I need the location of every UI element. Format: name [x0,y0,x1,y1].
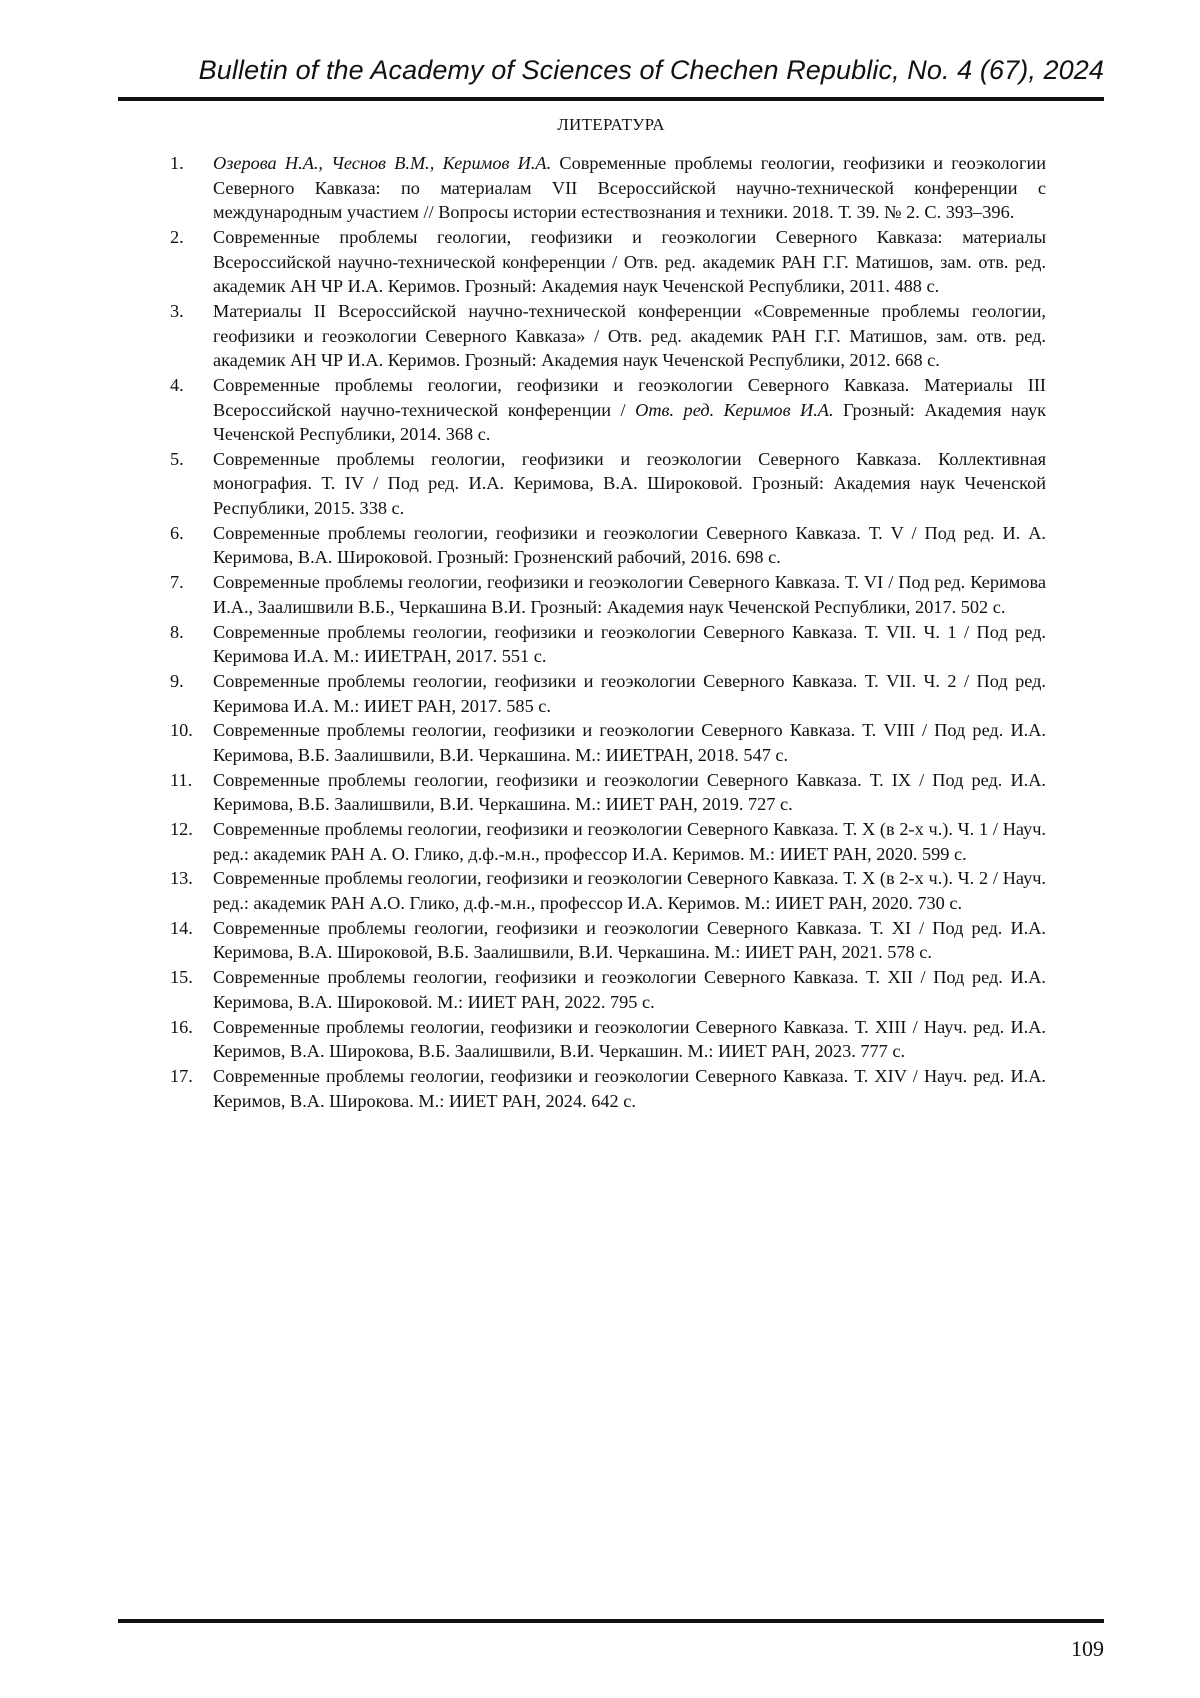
reference-item [170,373,1046,447]
reference-text: Современные проблемы геологии, геофизики и геоэкологии Северного Кавказа. Т. VII. Ч. 1 / Под ред. Керимова И.А. М.: ИИЕТРАН, 2017. 551 с. [213,621,1046,667]
reference-item [170,447,1046,521]
reference-text: Современные проблемы геологии, геофизики и геоэкологии Северного Кавказа. Т. V / Под ред. И. А. Керимова, В.А. Широковой. Грозный: Грозненский рабочий, 2016. 698 с. [213,522,1046,568]
reference-number: 9. [170,670,184,691]
reference-item [170,620,1046,669]
reference-text: Современные проблемы геологии, геофизики и геоэкологии Северного Кавказа. Т. X (в 2-х ч.). Ч. 1 / Науч. ред.: академик РАН А. О. Глико, д.ф.-м.н., профессор И.А. Керимов. М.: ИИЕТ РАН, 2020. 599 с. [213,819,1046,864]
reference-number: 12. [170,819,193,840]
reference-text: Современные проблемы геологии, геофизики и геоэкологии Северного Кавказа. Т. VIII / Под ред. И.А. Керимова, В.Б. Заалишвили, В.И. Черкашина. М.: ИИЕТРАН, 2018. 547 с. [213,720,1046,765]
reference-number: 6. [170,522,184,543]
reference-number: 7. [170,572,184,593]
reference-item [170,866,1046,915]
reference-item [170,669,1046,718]
footer-rule [118,1619,1104,1623]
reference-item [170,817,1046,866]
reference-text: Современные проблемы геологии, геофизики и геоэкологии Северного Кавказа. Т. XII / Под ред. И.А. Керимова, В.А. Широковой. М.: ИИЕТ РАН, 2022. 795 с. [213,967,1046,1012]
reference-item [170,1064,1046,1113]
reference-text: Современные проблемы геологии, геофизики и геоэкологии Северного Кавказа. Материалы III Всероссийской научно-технической конференции / [213,374,1046,420]
reference-editor: Отв. ред. Керимов И.А. [635,399,834,420]
reference-item [170,299,1046,373]
reference-text: Современные проблемы геологии, геофизики и геоэкологии Северного Кавказа: материалы Всероссийской научно-технической конференции / Отв. ред. академик РАН Г.Г. Матишов, зам. отв. ред. академик АН ЧР И.А. Керимов. Грозный: Академия наук Чеченской Республики, 2011. 488 с. [213,226,1046,297]
reference-item [170,768,1046,817]
reference-number: 11. [170,769,193,790]
header-rule [118,97,1104,101]
section-heading: ЛИТЕРАТУРА [557,115,665,134]
reference-number: 3. [170,300,184,321]
reference-text-tail: Грозный: Академия наук Чеченской Республики, 2014. 368 с. [213,399,1046,445]
reference-number: 15. [170,967,193,988]
reference-item [170,151,1047,225]
reference-text: Современные проблемы геологии, геофизики и геоэкологии Северного Кавказа. Коллективная монография. Т. IV / Под ред. И.А. Керимова, В.А. Широковой. Грозный: Академия наук Чеченской Республики, 2015. 338 с. [213,448,1046,519]
reference-text: Современные проблемы геологии, геофизики и геоэкологии Северного Кавказа. Т. VI / Под ред. Керимова И.А., Заалишвили В.Б., Черкашина В.И. Грозный: Академия наук Чеченской Республики, 2017. 502 с. [213,572,1046,617]
page-number: 109 [1071,1636,1104,1661]
reference-item [170,718,1046,767]
reference-item [170,965,1046,1014]
reference-number: 8. [170,621,184,642]
reference-text: Современные проблемы геологии, геофизики и геоэкологии Северного Кавказа. Т. IX / Под ред. И.А. Керимова, В.Б. Заалишвили, В.И. Черкашина. М.: ИИЕТ РАН, 2019. 727 с. [213,769,1046,815]
reference-number: 17. [170,1065,193,1086]
reference-number: 2. [170,226,184,247]
reference-text: Современные проблемы геологии, геофизики и геоэкологии Северного Кавказа: по материалам VII Всероссийской научно-технической конференции с международным участием // Вопросы истории естествознания и техники. 2018. Т. 39. № 2. С. 393–396. [213,153,1047,223]
reference-item [170,570,1046,619]
reference-authors: Озерова Н.А., Чеснов В.М., Керимов И.А. [213,153,552,173]
reference-text: Материалы II Всероссийской научно-технической конференции «Современные проблемы геологии, геофизики и геоэкологии Северного Кавказа» / Отв. ред. академик РАН Г.Г. Матишов, зам. отв. ред. академик АН ЧР И.А. Керимов. Грозный: Академия наук Чеченской Республики, 2012. 668 с. [213,300,1046,371]
reference-item [170,521,1046,570]
reference-number: 13. [170,868,193,889]
reference-text: Современные проблемы геологии, геофизики и геоэкологии Северного Кавказа. Т. X (в 2-х ч.). Ч. 2 / Науч. ред.: академик РАН А.О. Глико, д.ф.-м.н., профессор И.А. Керимов. М.: ИИЕТ РАН, 2020. 730 с. [213,868,1046,914]
reference-number: 1. [170,153,184,173]
reference-item [170,916,1046,965]
reference-number: 16. [170,1016,193,1037]
reference-number: 4. [170,374,184,395]
reference-number: 14. [170,917,193,938]
running-header-title: Bulletin of the Academy of Sciences of Chechen Republic, No. 4 (67), 2024 [198,55,1104,85]
reference-item [170,225,1046,299]
reference-number: 5. [170,448,184,469]
reference-text: Современные проблемы геологии, геофизики и геоэкологии Северного Кавказа. Т. XIV / Науч. ред. И.А. Керимов, В.А. Широкова. М.: ИИЕТ РАН, 2024. 642 с. [213,1065,1046,1111]
reference-text: Современные проблемы геологии, геофизики и геоэкологии Северного Кавказа. Т. VII. Ч. 2 / Под ред. Керимова И.А. М.: ИИЕТ РАН, 2017. 585 с. [213,670,1046,716]
reference-item [170,1015,1046,1064]
reference-text: Современные проблемы геологии, геофизики и геоэкологии Северного Кавказа. Т. XIII / Науч. ред. И.А. Керимов, В.А. Широкова, В.Б. Заалишвили, В.И. Черкашин. М.: ИИЕТ РАН, 2023. 777 с. [213,1016,1046,1062]
reference-number: 10. [170,720,193,741]
reference-list [170,151,1047,1113]
reference-text: Современные проблемы геологии, геофизики и геоэкологии Северного Кавказа. Т. XI / Под ред. И.А. Керимова, В.А. Широковой, В.Б. Заалишвили, В.И. Черкашина. М.: ИИЕТ РАН, 2021. 578 с. [213,917,1046,963]
